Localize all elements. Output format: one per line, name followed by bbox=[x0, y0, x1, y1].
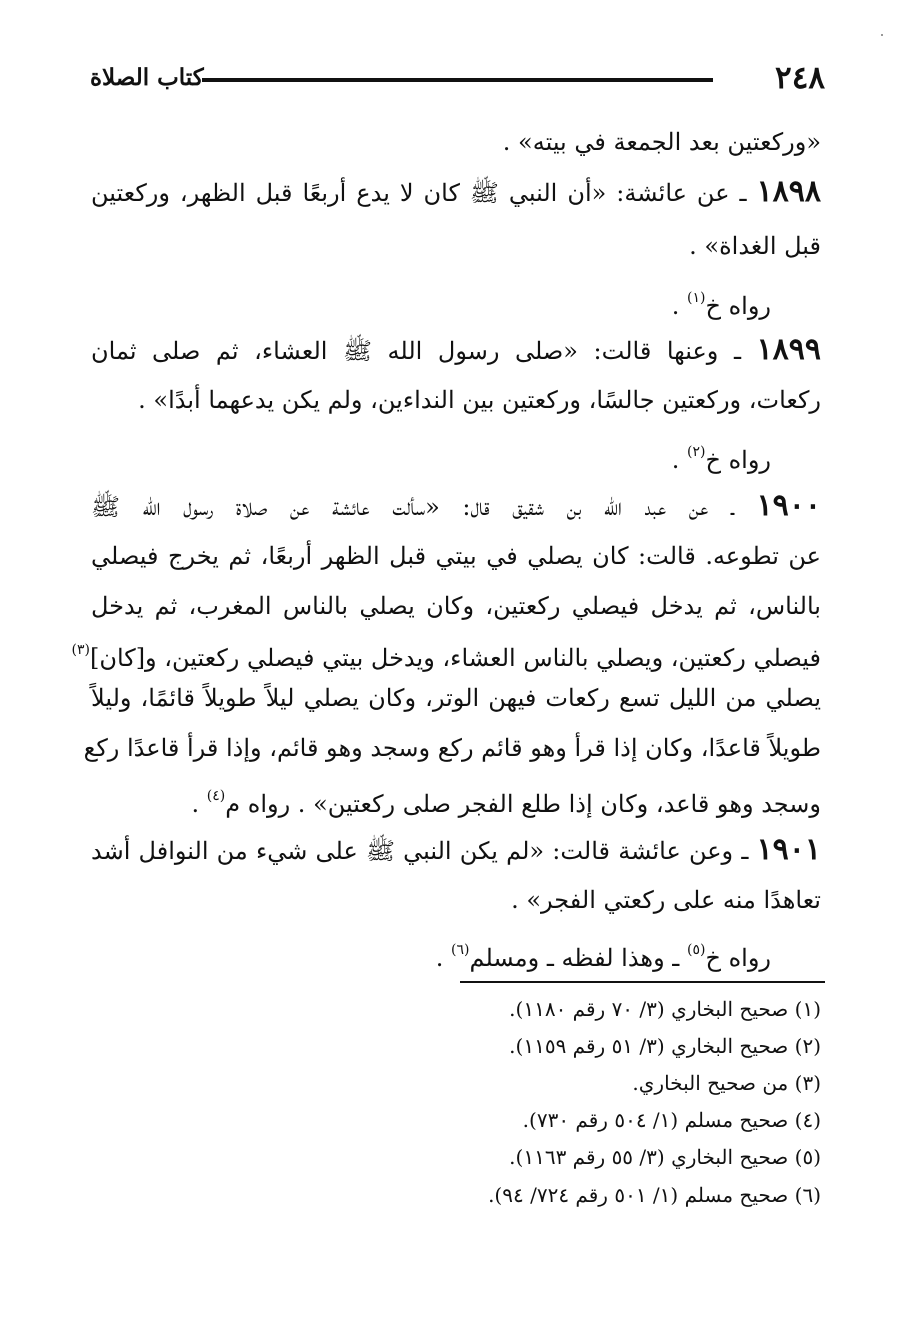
footnote: (٦) صحيح مسلم (١/ ٥٠١ رقم ٧٢٤/ ٩٤). bbox=[488, 1183, 821, 1207]
note-ref: (١) bbox=[686, 290, 706, 306]
text-line: يصلي من الليل تسع ركعات فيهن الوتر، وكان يصلي ليلاً طويلاً قائمًا، وليلاً bbox=[91, 684, 821, 712]
text-line: عن تطوعه. قالت: كان يصلي في بيتي قبل الظهر أربعًا، ثم يخرج فيصلي bbox=[91, 542, 821, 570]
note-ref: (٤) bbox=[206, 788, 226, 804]
hadith-number: ١٩٠٠ bbox=[756, 488, 821, 523]
hadith-number: ١٨٩٩ bbox=[756, 332, 821, 367]
footnote: (٥) صحيح البخاري (٣/ ٥٥ رقم ١١٦٣). bbox=[509, 1145, 821, 1169]
source-line: رواه خ$^{(١)}$ . bbox=[671, 290, 771, 320]
source-line: رواه خ$^{(٥)}$ ـ وهذا لفظه ـ ومسلم$^{(٦)}$ . bbox=[435, 942, 771, 972]
footnote: (٢) صحيح البخاري (٣/ ٥١ رقم ١١٥٩). bbox=[509, 1034, 821, 1058]
note-ref: (٥) bbox=[686, 942, 706, 958]
text-line: «وركعتين بعد الجمعة في بيته» . bbox=[502, 128, 821, 156]
text-line: وسجد وهو قاعد، وكان إذا طلع الفجر صلى ركعتين» . رواه م$^{(٤)}$ . bbox=[191, 788, 821, 818]
note-ref: (٢) bbox=[686, 444, 706, 460]
page-number: ٢٤٨ bbox=[775, 60, 825, 96]
hadith-number: ١٩٠١ bbox=[756, 832, 821, 867]
page-header bbox=[90, 58, 825, 98]
footnote: (٣) من صحيح البخاري. bbox=[632, 1071, 821, 1095]
header-rule bbox=[202, 78, 713, 82]
hadith-1899-line: ١٨٩٩ ـ وعنها قالت: «صلى رسول الله ﷺ العشاء، ثم صلى ثمان bbox=[91, 332, 821, 367]
text-line: طويلاً قاعدًا، وكان إذا قرأ وهو قائم ركع وسجد وهو قائم، وإذا قرأ قاعدًا ركع bbox=[83, 734, 821, 762]
footnote: (١) صحيح البخاري (٣/ ٧٠ رقم ١١٨٠). bbox=[509, 997, 821, 1021]
text-line: قبل الغداة» . bbox=[689, 232, 821, 260]
text-line: ركعات، وركعتين جالسًا، وركعتين بين النداءين، ولم يكن يدعهما أبدًا» . bbox=[138, 386, 821, 414]
hadith-number: ١٨٩٨ bbox=[756, 174, 821, 209]
hadith-1898-line: ١٨٩٨ ـ عن عائشة: «أن النبي ﷺ كان لا يدع أربعًا قبل الظهر، وركعتين bbox=[91, 174, 821, 209]
hadith-1901-line: ١٩٠١ ـ وعن عائشة قالت: «لم يكن النبي ﷺ على شيء من النوافل أشد bbox=[91, 832, 821, 867]
text-line: فيصلي ركعتين، ويصلي بالناس العشاء، ويدخل بيتي فيصلي ركعتين، و[كان]$^{(٣)}$ bbox=[71, 642, 821, 672]
hadith-1900-line: ١٩٠٠ ـ عن عبد الله بن شقيق قال: «سألت عائشة عن صلاة رسول الله ﷺ bbox=[91, 488, 821, 523]
source-line: رواه خ$^{(٢)}$ . bbox=[671, 444, 771, 474]
text-line: بالناس، ثم يدخل فيصلي ركعتين، وكان يصلي بالناس المغرب، ثم يدخل bbox=[91, 592, 821, 620]
note-ref: (٦) bbox=[451, 942, 470, 958]
text-line: تعاهدًا منه على ركعتي الفجر» . bbox=[511, 886, 821, 914]
note-ref: (٣) bbox=[71, 642, 90, 658]
book-title: كتاب الصلاة bbox=[90, 64, 204, 91]
footnote-rule bbox=[460, 981, 825, 983]
scan-speck bbox=[881, 34, 883, 36]
footnote: (٤) صحيح مسلم (١/ ٥٠٤ رقم ٧٣٠). bbox=[522, 1108, 821, 1132]
